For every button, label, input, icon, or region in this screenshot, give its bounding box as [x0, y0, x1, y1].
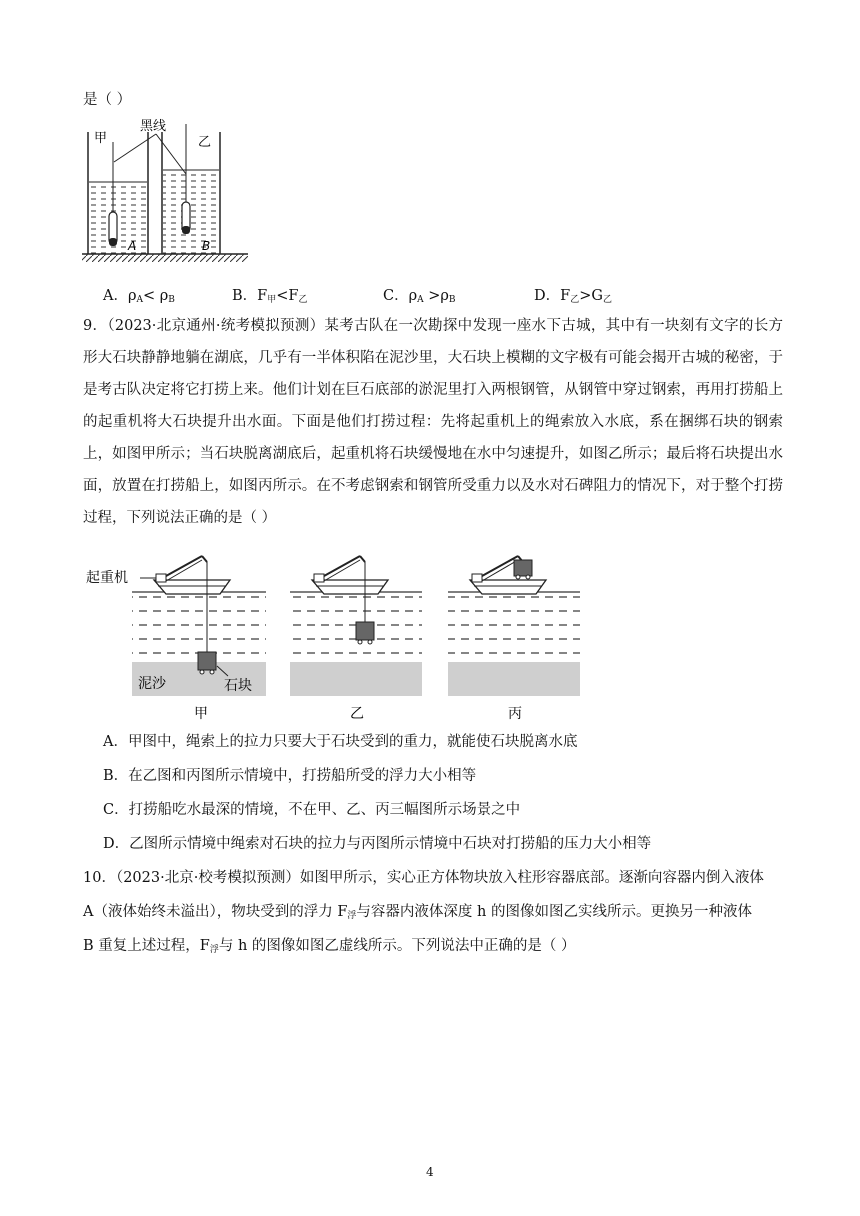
caption-jia: 甲	[194, 706, 208, 722]
caption-bing: 丙	[508, 706, 522, 722]
label-A: A	[128, 239, 137, 253]
q8-option-c[interactable]: C．$\rho_A >\rho_B$	[383, 288, 456, 305]
q9-option-d[interactable]: D．乙图所示情境中绳索对石块的拉力与丙图所示情境中石块对打捞船的压力大小相等	[103, 836, 652, 852]
q9-figure	[82, 548, 592, 724]
label-yi: 乙	[198, 135, 212, 150]
q10-line3: B 重复上述过程，$F_浮$与 h 的图像如图乙虚线所示。下列说法中正确的是（ ）	[83, 938, 576, 955]
panel-jia	[132, 556, 266, 696]
page-number: 4	[426, 1165, 434, 1179]
q10-line1: 10．（2023·北京·校考模拟预测）如图甲所示，实心正方体物块放入柱形容器底部。逐渐向容器内倒入液体	[83, 870, 764, 886]
caption-yi: 乙	[350, 706, 364, 722]
q9-option-b[interactable]: B．在乙图和丙图所示情境中，打捞船所受的浮力大小相等	[103, 768, 477, 784]
label-crane: 起重机	[86, 570, 128, 586]
q9-question: 9．（2023·北京通州·统考模拟预测）某考古队在一次勘探中发现一座水下古城，其中有一块刻有文字的长方形大石块静静地躺在湖底，几乎有一半体积陷在泥沙里，大石块上模糊的文字极有可能会揭开古城的秘密，于是考古队决定将它打捞上来。他们计划在巨石底部的淤泥里打入两根钢管，从钢管中穿过钢索，再用打捞船上的起重机将大石块提升出水面。下面是他们打捞过程：先将起重机上的绳索放入水底，系在捆绑石块的钢索上，如图甲所示；当石块脱离湖底后，起重机将石块缓慢地在水中匀速提升，如图乙所示；最后将石块提出水面，放置在打捞船上，如图丙所示。在不考虑钢索和钢管所受重力以及水对石碑阻力的情况下，对于整个打捞过程，下列说法正确的是（ ）	[83, 318, 783, 526]
q8-option-a[interactable]: A．$\rho_A< \rho_B$	[103, 288, 175, 305]
q8-figure	[80, 112, 250, 270]
q9-option-a[interactable]: A．甲图中，绳索上的拉力只要大于石块受到的重力，就能使石块脱离水底	[103, 734, 578, 750]
label-mud: 泥沙	[138, 676, 166, 692]
q8-option-d[interactable]: D．$F_乙>G_乙$	[534, 288, 612, 305]
q8-option-b[interactable]: B．$F_甲<F_乙$	[232, 288, 308, 305]
label-B: B	[202, 239, 211, 253]
q8-tail: 是（ ）	[83, 92, 132, 108]
label-stone: 石块	[224, 678, 252, 694]
label-jia: 甲	[94, 131, 108, 146]
panel-bing	[448, 556, 580, 696]
panel-yi	[290, 556, 422, 696]
q10-line2: A（液体始终未溢出），物块受到的浮力 $F_浮$与容器内液体深度 h 的图像如图乙实线所示。更换另一种液体	[83, 904, 752, 921]
label-heixian: 黑线	[140, 119, 167, 134]
q9-option-c[interactable]: C．打捞船吃水最深的情境，不在甲、乙、丙三幅图所示场景之中	[103, 802, 521, 818]
